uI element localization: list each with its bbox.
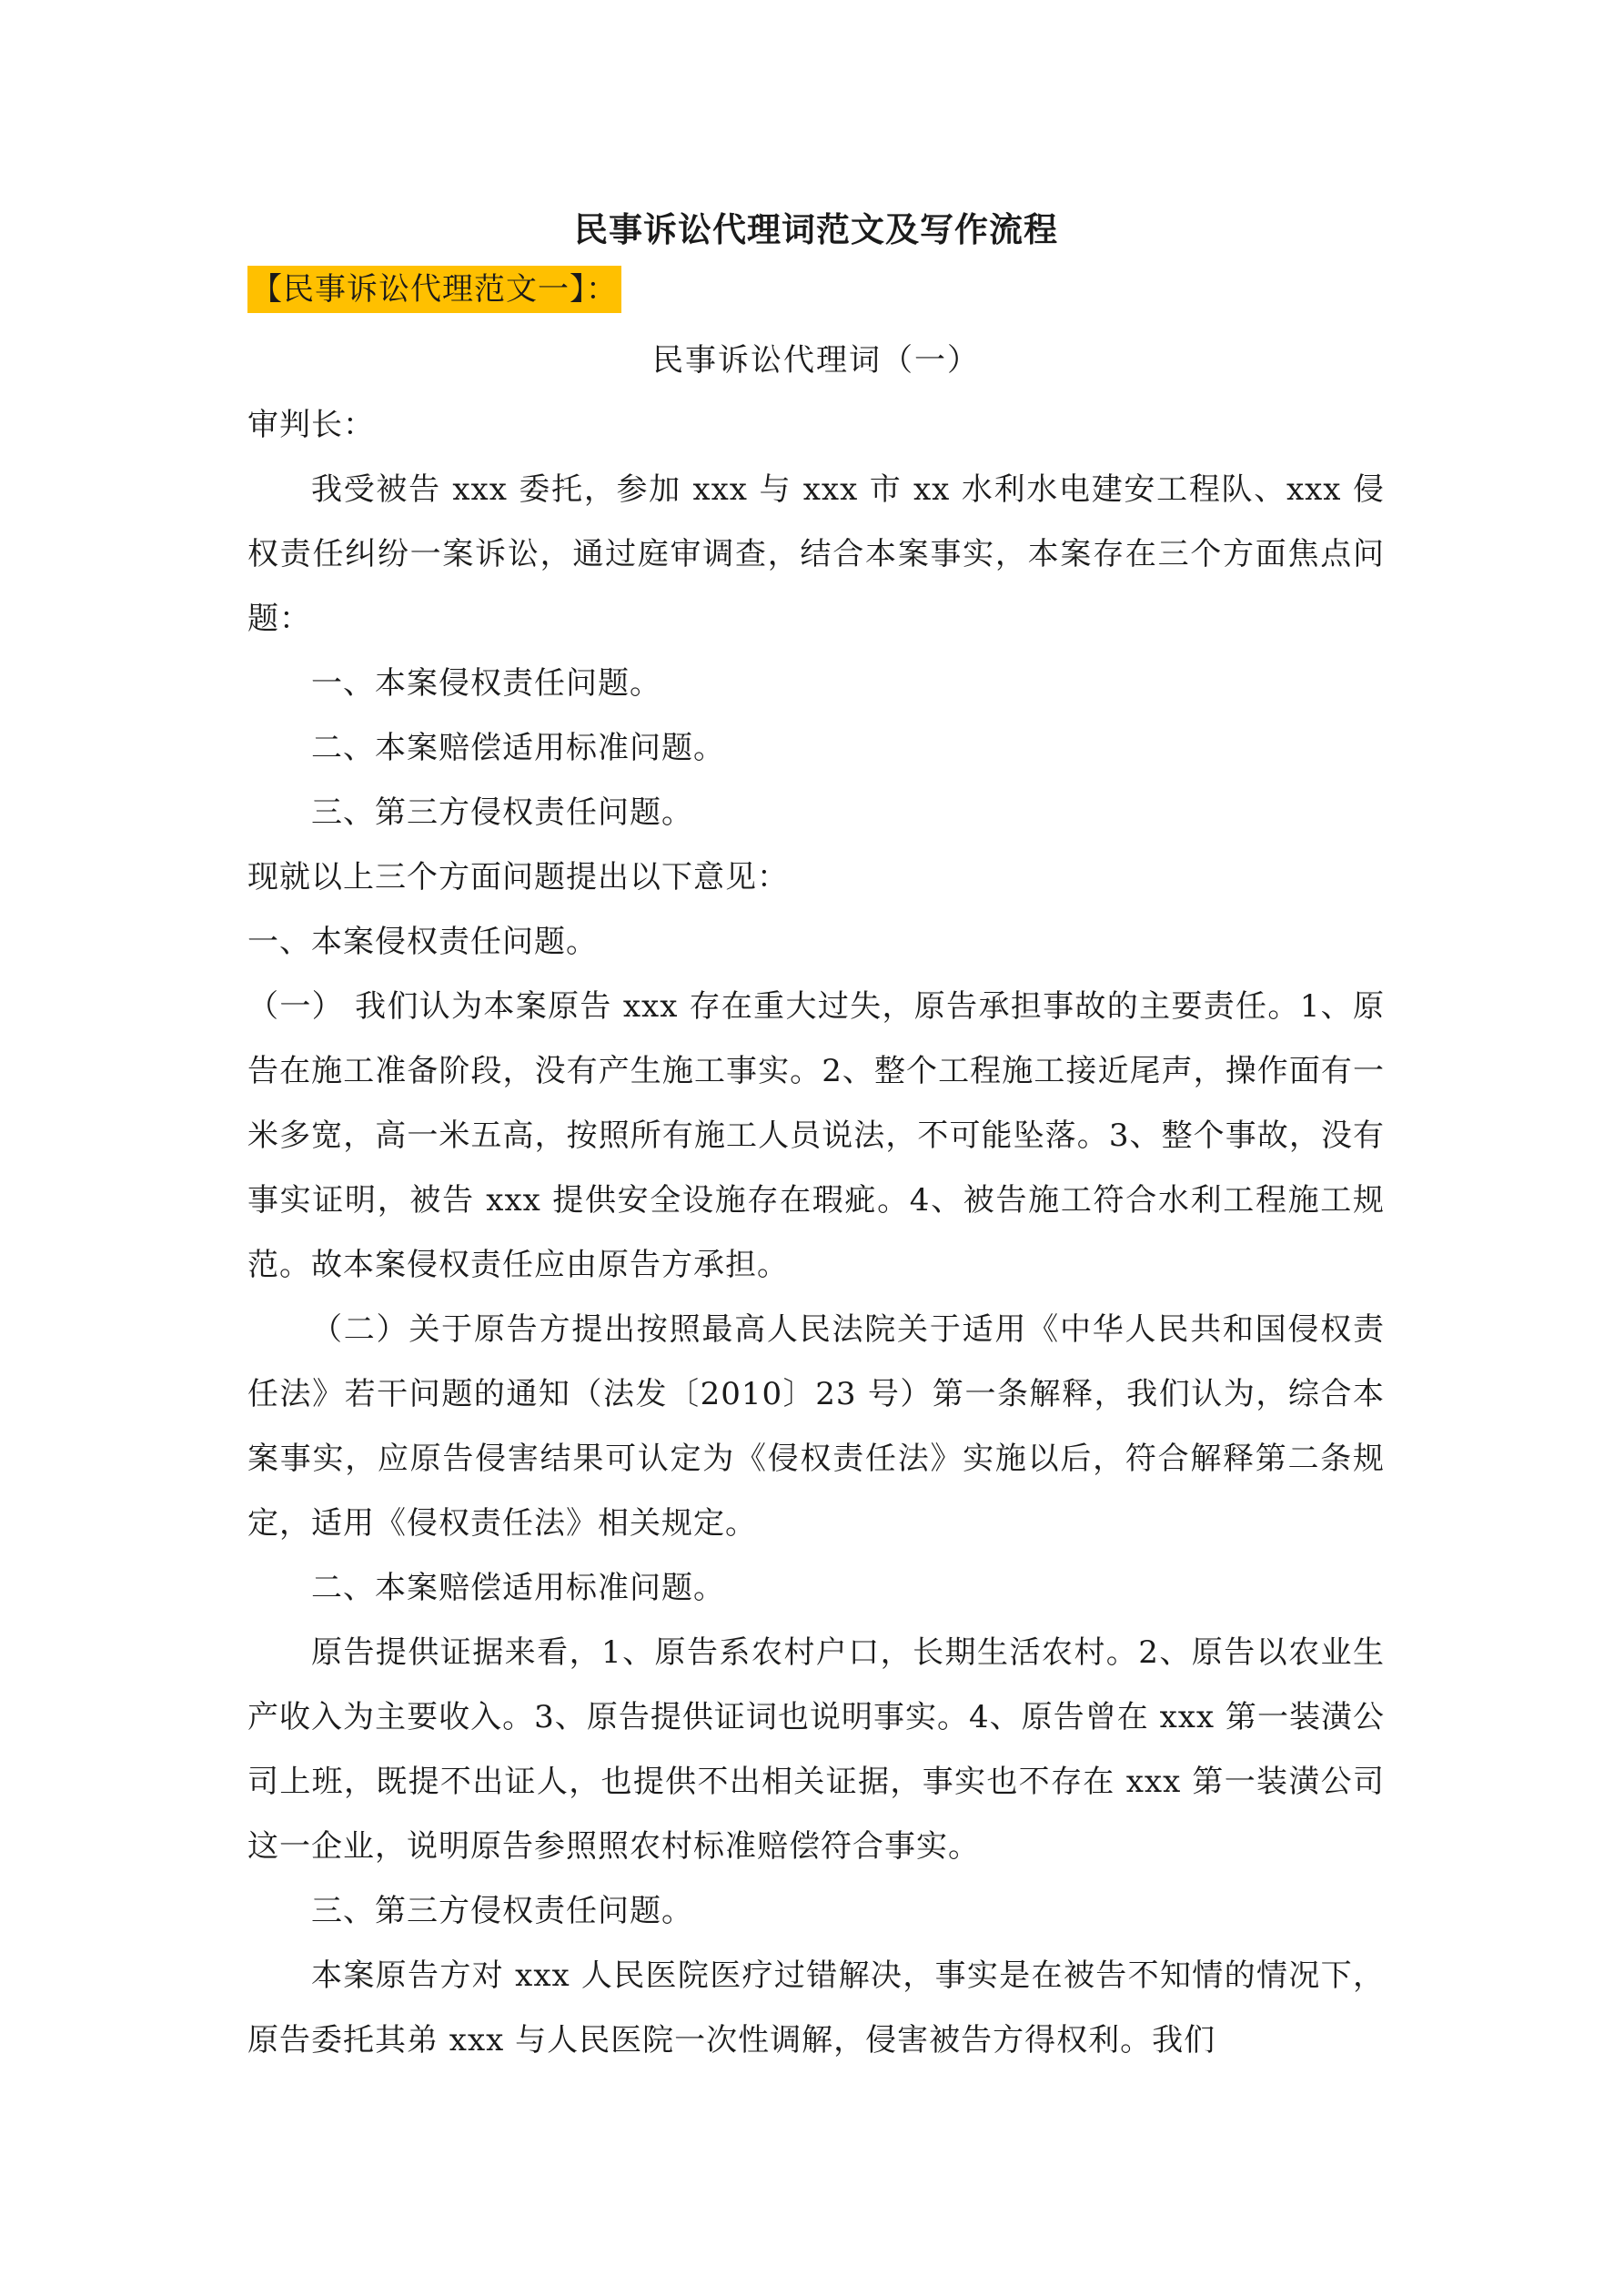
section-tag-row — [247, 262, 1385, 328]
document-title: 民事诉讼代理词范文及写作流程 — [574, 209, 1058, 249]
issue-item: 三、第三方侵权责任问题。 — [311, 794, 693, 831]
paragraph: （二）关于原告方提出按照最高人民法院关于适用《中华人民共和国侵权责任法》若干问题的通知（法发〔2010〕23 号）第一条解释，我们认为，综合本案事实，应原告侵害结果可认定为《侵权责任法》实施以后，符合解释第二条规定，适用《侵权责任法》相关规定。 — [247, 1311, 1385, 1542]
document-body — [247, 197, 1385, 2073]
paragraph: 现就以上三个方面问题提出以下意见： — [247, 859, 789, 895]
section-heading: 三、第三方侵权责任问题。 — [311, 1893, 693, 1929]
paragraph: 我受被告 xxx 委托，参加 xxx 与 xxx 市 xx 水利水电建安工程队、xxx 侵权责任纠纷一案诉讼，通过庭审调查，结合本案事实，本案存在三个方面焦点问题： — [247, 471, 1385, 637]
paragraph: 原告提供证据来看，1、原告系农村户口，长期生活农村。2、原告以农业生产收入为主要收入。3、原告提供证词也说明事实。4、原告曾在 xxx 第一装潢公司上班，既提不出证人，也提供不出相关证据，事实也不存在 xxx 第一装潢公司这一企业，说明原告参照照农村标准赔偿符合事实。 — [247, 1634, 1385, 1865]
section-heading: 二、本案赔偿适用标准问题。 — [311, 1570, 725, 1606]
document-subtitle: 民事诉讼代理词（一） — [652, 342, 980, 379]
paragraph: 本案原告方对 xxx 人民医院医疗过错解决，事实是在被告不知情的情况下，原告委托其弟 xxx 与人民医院一次性调解，侵害被告方得权利。我们 — [247, 1957, 1385, 2058]
section-heading: 一、本案侵权责任问题。 — [247, 924, 598, 960]
paragraph: （一） 我们认为本案原告 xxx 存在重大过失，原告承担事故的主要责任。1、原告在施工准备阶段，没有产生施工事实。2、整个工程施工接近尾声，操作面有一米多宽，高一米五高，按照所有施工人员说法，不可能坠落。3、整个事故，没有事实证明，被告 xxx 提供安全设施存在瑕疵。4、被告施工符合水利工程施工规范。故本案侵权责任应由原告方承担。 — [247, 988, 1385, 1283]
issue-item: 二、本案赔偿适用标准问题。 — [311, 730, 725, 766]
section-tag: 【民事诉讼代理范文一】： — [247, 266, 621, 313]
issue-item: 一、本案侵权责任问题。 — [311, 665, 661, 702]
salutation: 审判长： — [247, 407, 375, 443]
